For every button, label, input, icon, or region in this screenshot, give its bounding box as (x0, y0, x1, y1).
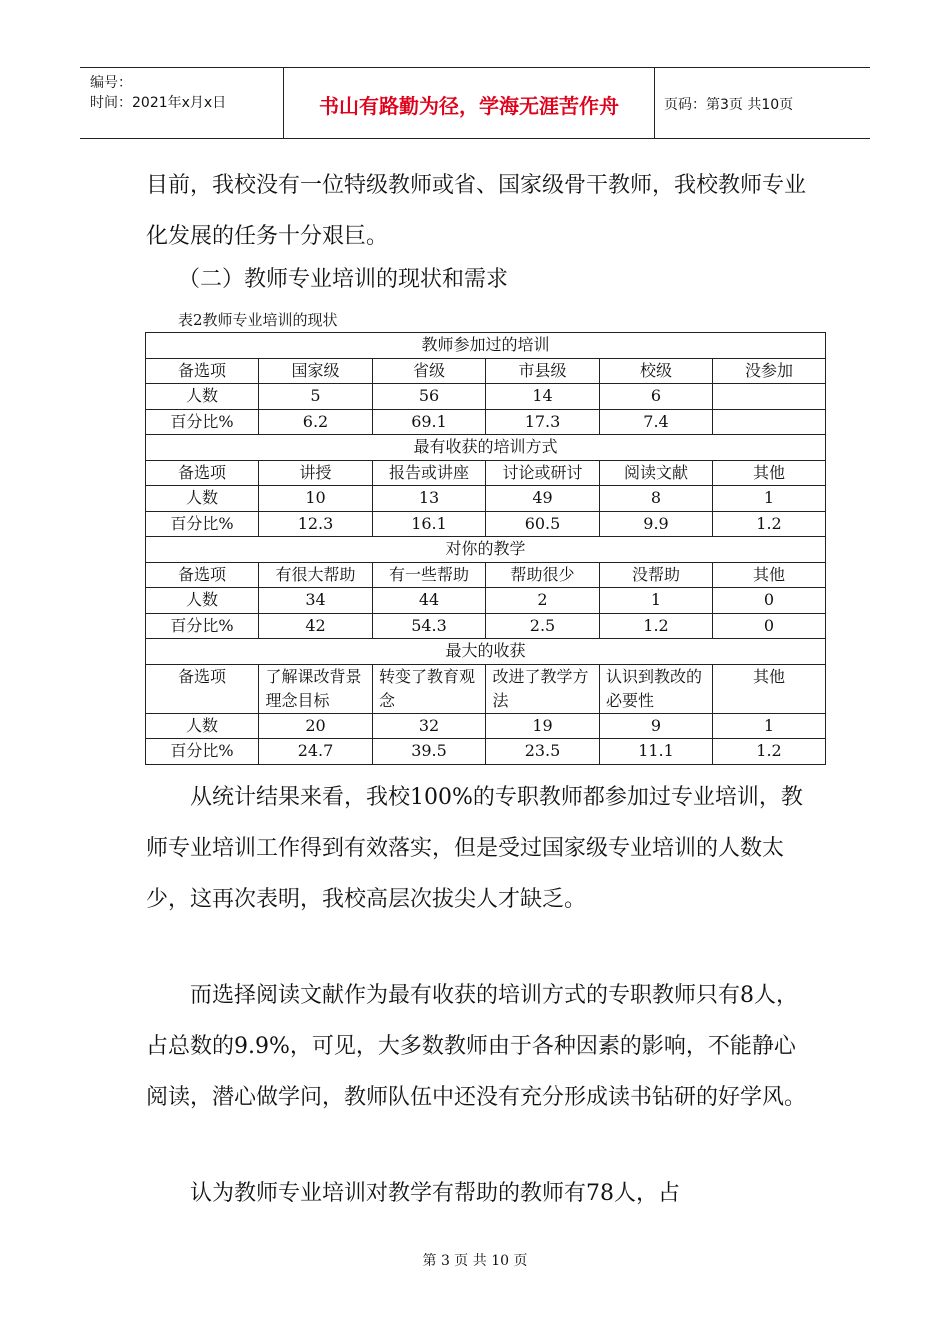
paragraph-3: 认为教师专业培训对教学有帮助的教师有78人，占 (190, 1181, 680, 1206)
table-cell: 44 (373, 588, 486, 614)
table-cell: 34 (259, 588, 373, 614)
table-cell: 12.3 (259, 511, 373, 537)
table-cell: 其他 (713, 460, 826, 486)
intro-paragraph: 目前，我校没有一位特级教师或省、国家级骨干教师，我校教师专业化发展的任务十分艰巨。 (146, 173, 807, 249)
table-cell: 17.3 (486, 409, 600, 435)
section-title: 对你的教学 (146, 537, 826, 563)
row-label: 人数 (146, 486, 259, 512)
table-cell: 1 (600, 588, 713, 614)
header-page-info: 页码：第3页 共10页 (664, 97, 794, 113)
table-cell: 有很大帮助 (259, 562, 373, 588)
row-label: 备选项 (146, 562, 259, 588)
section-title: 教师参加过的培训 (146, 333, 826, 359)
table-cell: 10 (259, 486, 373, 512)
paragraph-2: 而选择阅读文献作为最有收获的培训方式的专职教师只有8人，占总数的9.9%，可见，大多数教师由于各种因素的影响，不能静心阅读，潜心做学问，教师队伍中还没有充分形成读书钻研的好学风。 (146, 983, 807, 1110)
table-cell: 1 (713, 713, 826, 739)
section-title-row (146, 333, 826, 359)
paragraph-1: 从统计结果来看，我校100%的专职教师都参加过专业培训，教师专业培训工作得到有效落实，但是受过国家级专业培训的人数太少，这再次表明，我校高层次拔尖人才缺乏。 (146, 785, 803, 912)
table-cell: 54.3 (373, 613, 486, 639)
table-cell: 24.7 (259, 739, 373, 765)
row-label: 百分比% (146, 409, 259, 435)
count-row (146, 713, 826, 739)
table-cell: 9.9 (600, 511, 713, 537)
row-label: 人数 (146, 588, 259, 614)
row-label: 人数 (146, 713, 259, 739)
table-cell: 讲授 (259, 460, 373, 486)
percent-row (146, 511, 826, 537)
section-title-row (146, 537, 826, 563)
row-label: 备选项 (146, 460, 259, 486)
percent-row (146, 613, 826, 639)
table-cell: 国家级 (259, 358, 373, 384)
table-cell: 1.2 (600, 613, 713, 639)
cell-text: 认识到教改的必要性 (606, 666, 703, 710)
section-title: 最有收获的培训方式 (146, 435, 826, 461)
table-cell: 帮助很少 (486, 562, 600, 588)
table-cell: 7.4 (600, 409, 713, 435)
table-cell: 23.5 (486, 739, 600, 765)
page-footer: 第 3 页 共 10 页 (422, 1253, 528, 1269)
header-meta (90, 73, 226, 113)
section-title-row (146, 435, 826, 461)
cell-text: 转变了教育观念 (379, 666, 476, 710)
table-cell: 阅读文献 (600, 460, 713, 486)
table-cell: 16.1 (373, 511, 486, 537)
count-row (146, 384, 826, 410)
cell-text: 改进了教学方法 (492, 666, 589, 710)
page-header (80, 67, 870, 139)
table-cell (600, 664, 713, 713)
table-cell: 2 (486, 588, 600, 614)
table-cell: 2.5 (486, 613, 600, 639)
row-label: 百分比% (146, 511, 259, 537)
table-cell (713, 409, 826, 435)
row-label: 百分比% (146, 739, 259, 765)
table-caption: 表2教师专业培训的现状 (178, 311, 338, 329)
table-cell: 6 (600, 384, 713, 410)
options-row (146, 562, 826, 588)
options-row (146, 664, 826, 713)
table-cell: 9 (600, 713, 713, 739)
table-cell: 42 (259, 613, 373, 639)
table-cell: 市县级 (486, 358, 600, 384)
section-title-row (146, 639, 826, 665)
table-cell: 19 (486, 713, 600, 739)
date-label: 时间：2021年x月x日 (90, 95, 227, 111)
section-title: 最大的收获 (146, 639, 826, 665)
table-cell: 8 (600, 486, 713, 512)
table-cell: 没帮助 (600, 562, 713, 588)
table-cell: 1.2 (713, 511, 826, 537)
row-label: 备选项 (146, 664, 259, 713)
table-cell (713, 384, 826, 410)
options-row (146, 358, 826, 384)
table-cell: 省级 (373, 358, 486, 384)
table-cell: 其他 (713, 664, 826, 713)
cell-text: 了解课改背景理念目标 (265, 666, 362, 710)
row-label: 百分比% (146, 613, 259, 639)
table-cell: 报告或讲座 (373, 460, 486, 486)
table-cell: 20 (259, 713, 373, 739)
table-cell: 5 (259, 384, 373, 410)
count-row (146, 588, 826, 614)
table-cell: 39.5 (373, 739, 486, 765)
table-cell: 32 (373, 713, 486, 739)
table-cell (486, 664, 600, 713)
percent-row (146, 409, 826, 435)
table-cell: 0 (713, 588, 826, 614)
options-row (146, 460, 826, 486)
table-cell (373, 664, 486, 713)
section-heading: （二）教师专业培训的现状和需求 (178, 267, 509, 292)
table-cell (259, 664, 373, 713)
table-cell: 1 (713, 486, 826, 512)
count-row (146, 486, 826, 512)
row-label: 备选项 (146, 358, 259, 384)
header-divider (654, 68, 655, 138)
table-cell: 6.2 (259, 409, 373, 435)
table-cell: 11.1 (600, 739, 713, 765)
table-cell: 13 (373, 486, 486, 512)
header-motto: 书山有路勤为径，学海无涯苦作舟 (319, 94, 619, 118)
training-status-table (145, 332, 826, 765)
table-cell: 60.5 (486, 511, 600, 537)
table-cell: 讨论或研讨 (486, 460, 600, 486)
number-label: 编号： (90, 75, 132, 91)
table-cell: 1.2 (713, 739, 826, 765)
table-cell: 校级 (600, 358, 713, 384)
percent-row (146, 739, 826, 765)
table-cell: 没参加 (713, 358, 826, 384)
table-cell: 有一些帮助 (373, 562, 486, 588)
table-cell: 49 (486, 486, 600, 512)
table-cell: 69.1 (373, 409, 486, 435)
table-cell: 其他 (713, 562, 826, 588)
table-cell: 14 (486, 384, 600, 410)
table-cell: 56 (373, 384, 486, 410)
table-cell: 0 (713, 613, 826, 639)
row-label: 人数 (146, 384, 259, 410)
